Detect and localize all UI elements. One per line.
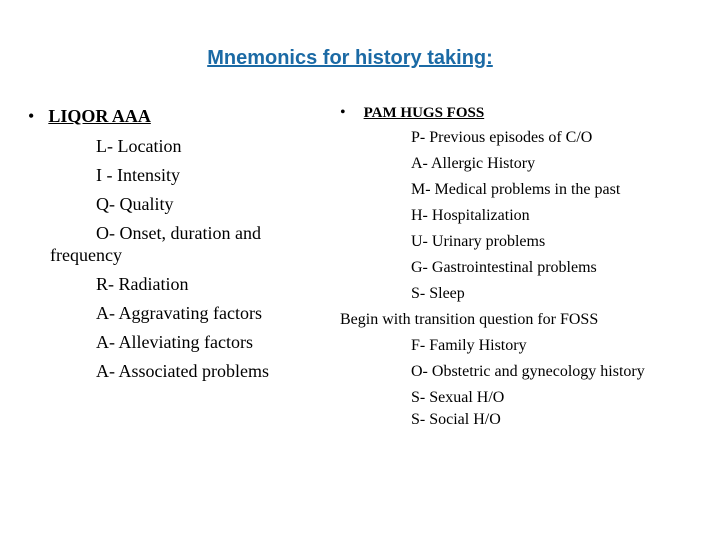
list-item: S- Social H/O [411, 411, 501, 428]
list-item: R- Radiation [96, 274, 189, 294]
pam-hugs-list [340, 128, 710, 304]
left-column [28, 106, 318, 382]
pam-hugs-heading-row [340, 104, 710, 122]
pam-hugs-heading: PAM HUGS FOSS [363, 105, 485, 121]
liqor-heading-row [28, 106, 318, 127]
slide-title: Mnemonics for history taking: [207, 47, 493, 69]
list-item: A- Alleviating factors [96, 332, 253, 352]
list-item: G- Gastrointestinal problems [411, 259, 597, 276]
list-item: O- Obstetric and gynecology history [411, 363, 645, 380]
list-item: L- Location [96, 136, 182, 156]
list-item: M- Medical problems in the past [411, 181, 621, 198]
list-item: I - Intensity [96, 165, 180, 185]
list-item: A- Aggravating factors [96, 303, 262, 323]
bullet-icon: • [340, 104, 346, 121]
foss-list [340, 336, 710, 430]
list-item: O- Onset, duration and frequency [50, 223, 261, 265]
list-item: A- Associated problems [96, 361, 269, 381]
list-item: A- Allergic History [411, 155, 536, 172]
list-item: U- Urinary problems [411, 233, 546, 250]
list-item: H- Hospitalization [411, 207, 530, 224]
transition-note: Begin with transition question for FOSS [340, 311, 599, 328]
list-item: Q- Quality [96, 194, 174, 214]
liqor-heading: LIQOR AAA [48, 106, 151, 126]
list-item: F- Family History [411, 337, 527, 354]
bullet-icon: • [28, 106, 35, 126]
liqor-list [28, 135, 318, 382]
list-item: P- Previous episodes of C/O [411, 129, 593, 146]
list-item: S- Sleep [411, 285, 465, 302]
list-item: S- Sexual H/O [411, 389, 505, 406]
right-column [340, 104, 710, 430]
